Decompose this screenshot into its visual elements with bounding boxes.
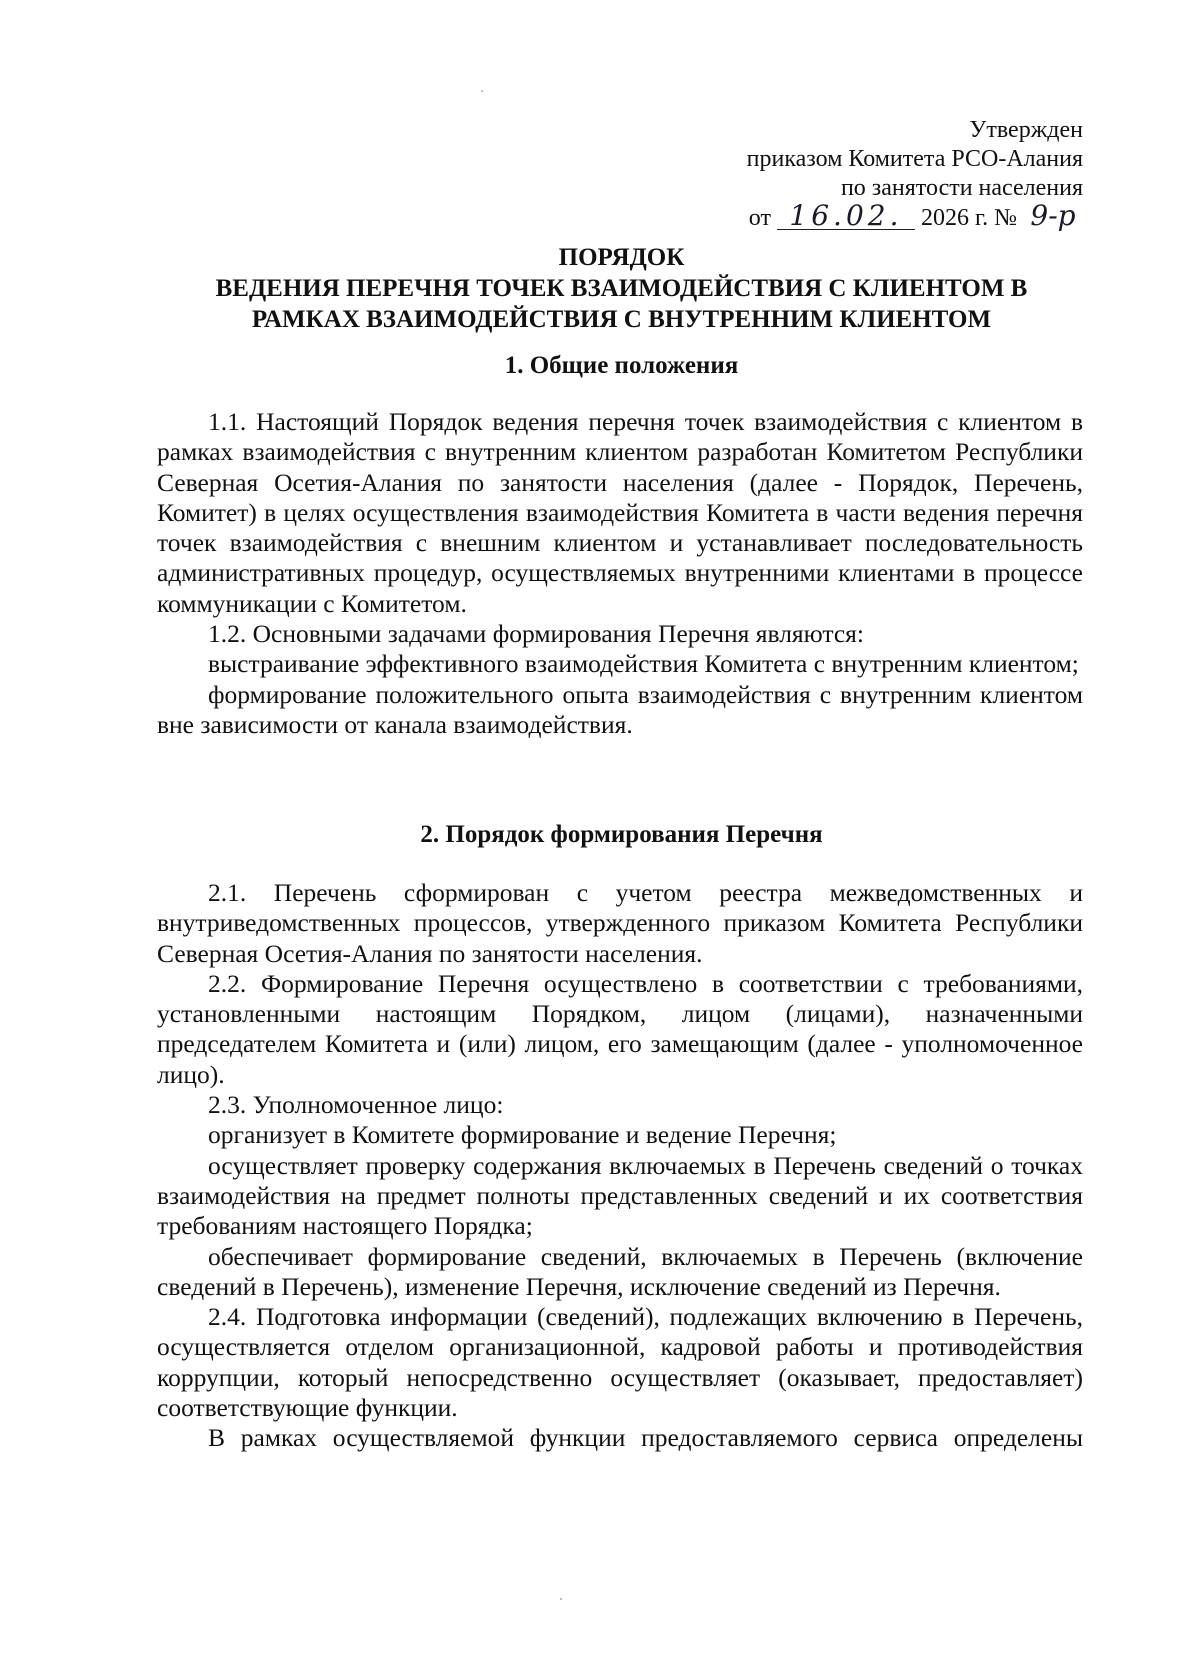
document-title — [160, 242, 1083, 335]
title-line-2: ВЕДЕНИЯ ПЕРЕЧНЯ ТОЧЕК ВЗАИМОДЕЙСТВИЯ С КЛИЕНТОМ В РАМКАХ ВЗАИМОДЕЙСТВИЯ С ВНУТРЕННИМ КЛИЕНТОМ — [215, 275, 1028, 333]
paragraph-2-3-a: организует в Комитете формирование и ведение Перечня; — [208, 1120, 837, 1150]
approval-line-2: приказом Комитета РСО-Алания — [746, 146, 1083, 172]
scan-speck — [560, 1598, 562, 1600]
section-2-heading: 2. Порядок формирования Перечня — [420, 821, 823, 848]
approval-line-3: по занятости населения — [840, 175, 1083, 201]
approval-block — [683, 116, 1083, 233]
paragraph-2-5: В рамках осуществляемой функции предоставляемого сервиса определены — [208, 1423, 1083, 1453]
paragraph-1-2-a: выстраивание эффективного взаимодействия Комитета с внутренним клиентом; — [208, 649, 1079, 679]
paragraph-2-2: 2.2. Формирование Перечня осуществлено в соответствии с требованиями, установленными настоящим Порядком, лицом (лицами), назначенными председателем Комитета и (или) лицом, его замещающим (далее - уполномоченное лицо). — [157, 968, 1083, 1089]
approval-line-1: Утвержден — [969, 117, 1083, 143]
title-line-1: ПОРЯДОК — [558, 244, 685, 271]
paragraph-2-4: 2.4. Подготовка информации (сведений), подлежащих включению в Перечень, осуществляется отделом организационной, кадровой работы и противодействия коррупции, который непосредственно осуществляет (оказывает, предоставляет) соответствующие функции. — [157, 1302, 1083, 1423]
paragraph-2-3-c: обеспечивает формирование сведений, включаемых в Перечень (включение сведений в Перечень), изменение Перечня, исключение сведений из Перечня. — [157, 1241, 1083, 1301]
paragraph-1-2: 1.2. Основными задачами формирования Перечня являются: — [208, 619, 864, 649]
approval-year: 2026 г. № — [920, 205, 1017, 231]
approval-date-line — [683, 199, 1083, 233]
scan-speck — [481, 90, 483, 92]
section-2-body — [157, 878, 1083, 1454]
approval-date-prefix: от — [748, 205, 771, 231]
section-1-heading: 1. Общие положения — [504, 352, 739, 379]
handwritten-number: 9-р — [1030, 199, 1076, 232]
paragraph-2-1: 2.1. Перечень сформирован с учетом реестра межведомственных и внутриведомственных процессов, утвержденного приказом Комитета Республики Северная Осетия-Алания по занятости населения. — [157, 878, 1083, 968]
paragraph-1-2-b: формирование положительного опыта взаимодействия с внутренним клиентом вне зависимости от канала взаимодействия. — [157, 679, 1083, 739]
paragraph-2-3: 2.3. Уполномоченное лицо: — [208, 1090, 504, 1120]
section-1-body — [157, 407, 1083, 740]
paragraph-1-1: 1.1. Настоящий Порядок ведения перечня точек взаимодействия с клиентом в рамках взаимодействия с внутренним клиентом разработан Комитетом Республики Северная Осетия-Алания по занятости населения (далее - Порядок, Перечень, Комитет) в целях осуществления взаимодействия Комитета в части ведения перечня точек взаимодействия с внешним клиентом и устанавливает последовательность административных процедур, осуществляемых внутренними клиентами в процессе коммуникации с Комитетом. — [157, 407, 1083, 618]
paragraph-2-3-b: осуществляет проверку содержания включаемых в Перечень сведений о точках взаимодействия на предмет полноты представленных сведений и их соответствия требованиям настоящего Порядка; — [157, 1150, 1083, 1241]
handwritten-date: 16.02. — [777, 203, 915, 230]
